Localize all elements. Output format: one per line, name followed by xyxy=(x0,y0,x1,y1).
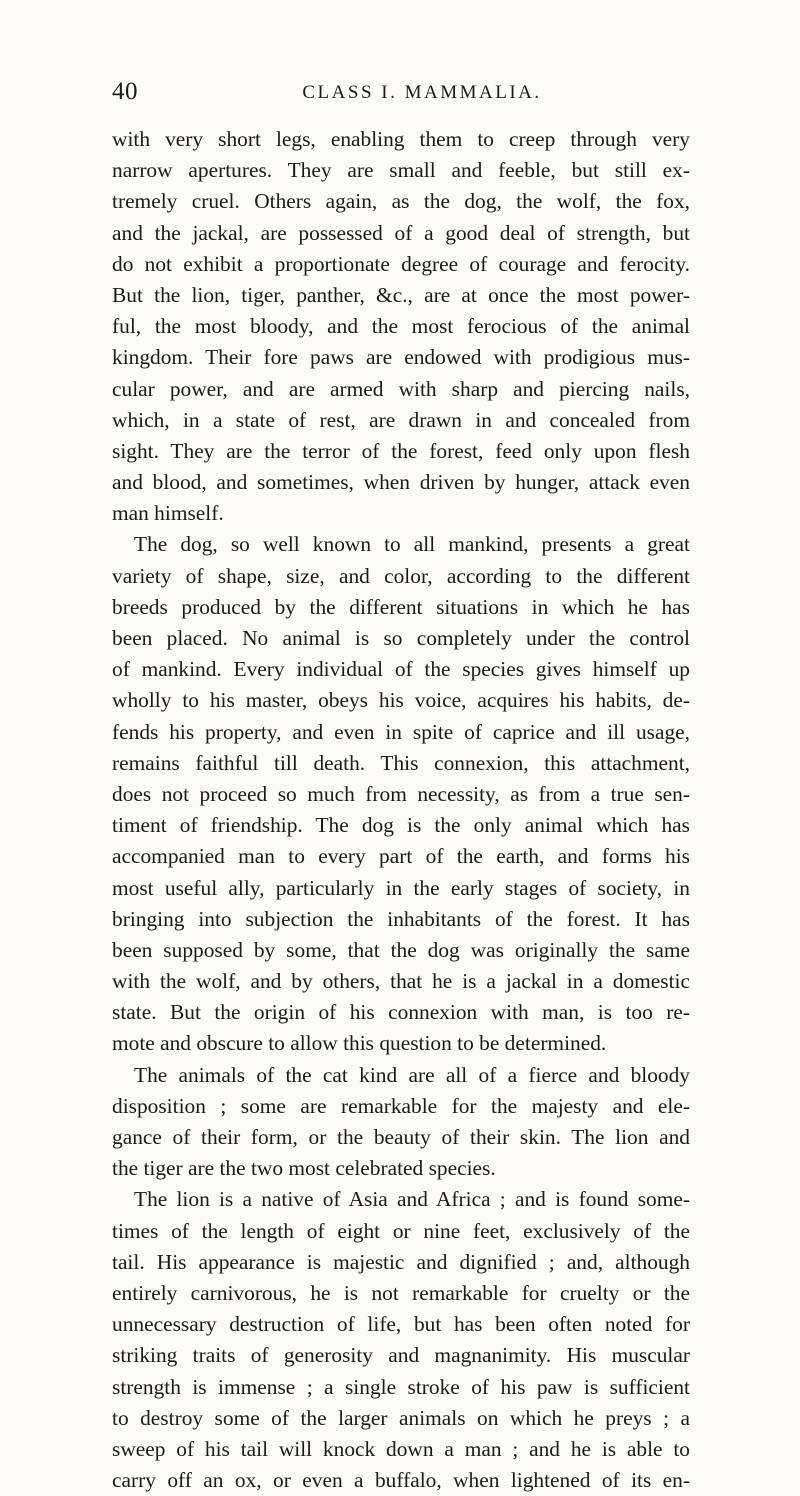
text-line: cular power, and are armed with sharp and piercing nails, xyxy=(112,376,690,401)
text-line: wholly to his master, obeys his voice, acquires his habits, de- xyxy=(112,688,690,713)
text-line: gance of their form, or the beauty of their skin. The lion and xyxy=(112,1125,690,1149)
text-line: to destroy some of the larger animals on which he preys ; a xyxy=(112,1405,690,1430)
text-line: ful, the most bloody, and the most ferocious of the animal xyxy=(112,314,690,339)
text-line: carry off an ox, or even a buffalo, when lightened of its en- xyxy=(112,1468,690,1493)
text-line: man himself. xyxy=(112,501,224,526)
text-line: do not exhibit a proportionate degree of courage and ferocity. xyxy=(112,251,690,276)
text-line: been supposed by some, that the dog was originally the same xyxy=(112,937,690,962)
text-line: of mankind. Every individual of the species gives himself up xyxy=(112,657,690,682)
text-line: remains faithful till death. This connexion, this attachment, xyxy=(112,750,690,775)
text-line: But the lion, tiger, panther, &c., are at once the most power- xyxy=(112,282,690,307)
text-line: strength is immense ; a single stroke of his paw is sufficient xyxy=(112,1374,690,1399)
text-line: tremely cruel. Others again, as the dog, the wolf, the fox, xyxy=(112,189,690,214)
text-line: and the jackal, are possessed of a good deal of strength, but xyxy=(112,220,690,245)
text-line: entirely carnivorous, he is not remarkable for cruelty or the xyxy=(112,1280,690,1305)
text-line: the tiger are the two most celebrated species. xyxy=(112,1156,496,1181)
text-line: timent of friendship. The dog is the only animal which has xyxy=(112,813,690,838)
text-line: state. But the origin of his connexion with man, is too re- xyxy=(112,1000,690,1025)
text-line: disposition ; some are remarkable for the majesty and ele- xyxy=(112,1093,690,1118)
text-line: unnecessary destruction of life, but has been often noted for xyxy=(112,1312,690,1337)
text-line: kingdom. Their fore paws are endowed with prodigious mus- xyxy=(112,345,690,370)
text-line: accompanied man to every part of the earth, and forms his xyxy=(112,844,690,869)
text-line: sweep of his tail will knock down a man ; and he is able to xyxy=(112,1436,690,1461)
text-line: narrow apertures. They are small and feeble, but still ex- xyxy=(112,158,690,183)
text-line: and blood, and sometimes, when driven by hunger, attack even xyxy=(112,470,690,495)
text-line: which, in a state of rest, are drawn in and concealed from xyxy=(112,407,690,432)
body-text xyxy=(112,124,690,1496)
running-head: CLASS I. MAMMALIA. xyxy=(302,82,542,103)
text-line: The lion is a native of Asia and Africa ; and is found some- xyxy=(134,1187,690,1212)
text-line: does not proceed so much from necessity, as from a true sen- xyxy=(112,781,690,806)
text-line: variety of shape, size, and color, according to the different xyxy=(112,563,690,588)
text-line: sight. They are the terror of the forest, feed only upon flesh xyxy=(112,438,690,463)
text-line: The animals of the cat kind are all of a fierce and bloody xyxy=(134,1062,690,1087)
text-line: The dog, so well known to all mankind, presents a great xyxy=(134,532,690,557)
text-line: mote and obscure to allow this question to be determined. xyxy=(112,1031,607,1056)
text-line: with the wolf, and by others, that he is a jackal in a domestic xyxy=(112,969,690,994)
text-line: striking traits of generosity and magnanimity. His muscular xyxy=(112,1343,690,1368)
text-line: tail. His appearance is majestic and dignified ; and, although xyxy=(112,1249,690,1274)
text-line: times of the length of eight or nine feet, exclusively of the xyxy=(112,1218,690,1243)
page-number: 40 xyxy=(112,78,138,105)
page-header xyxy=(112,78,692,118)
text-line: been placed. No animal is so completely under the control xyxy=(112,626,690,650)
text-line: bringing into subjection the inhabitants of the forest. It has xyxy=(112,906,690,931)
text-line: most useful ally, particularly in the early stages of society, in xyxy=(112,875,690,900)
text-line: breeds produced by the different situations in which he has xyxy=(112,594,690,619)
text-line: fends his property, and even in spite of caprice and ill usage, xyxy=(112,719,690,744)
text-line: with very short legs, enabling them to creep through very xyxy=(112,127,690,151)
